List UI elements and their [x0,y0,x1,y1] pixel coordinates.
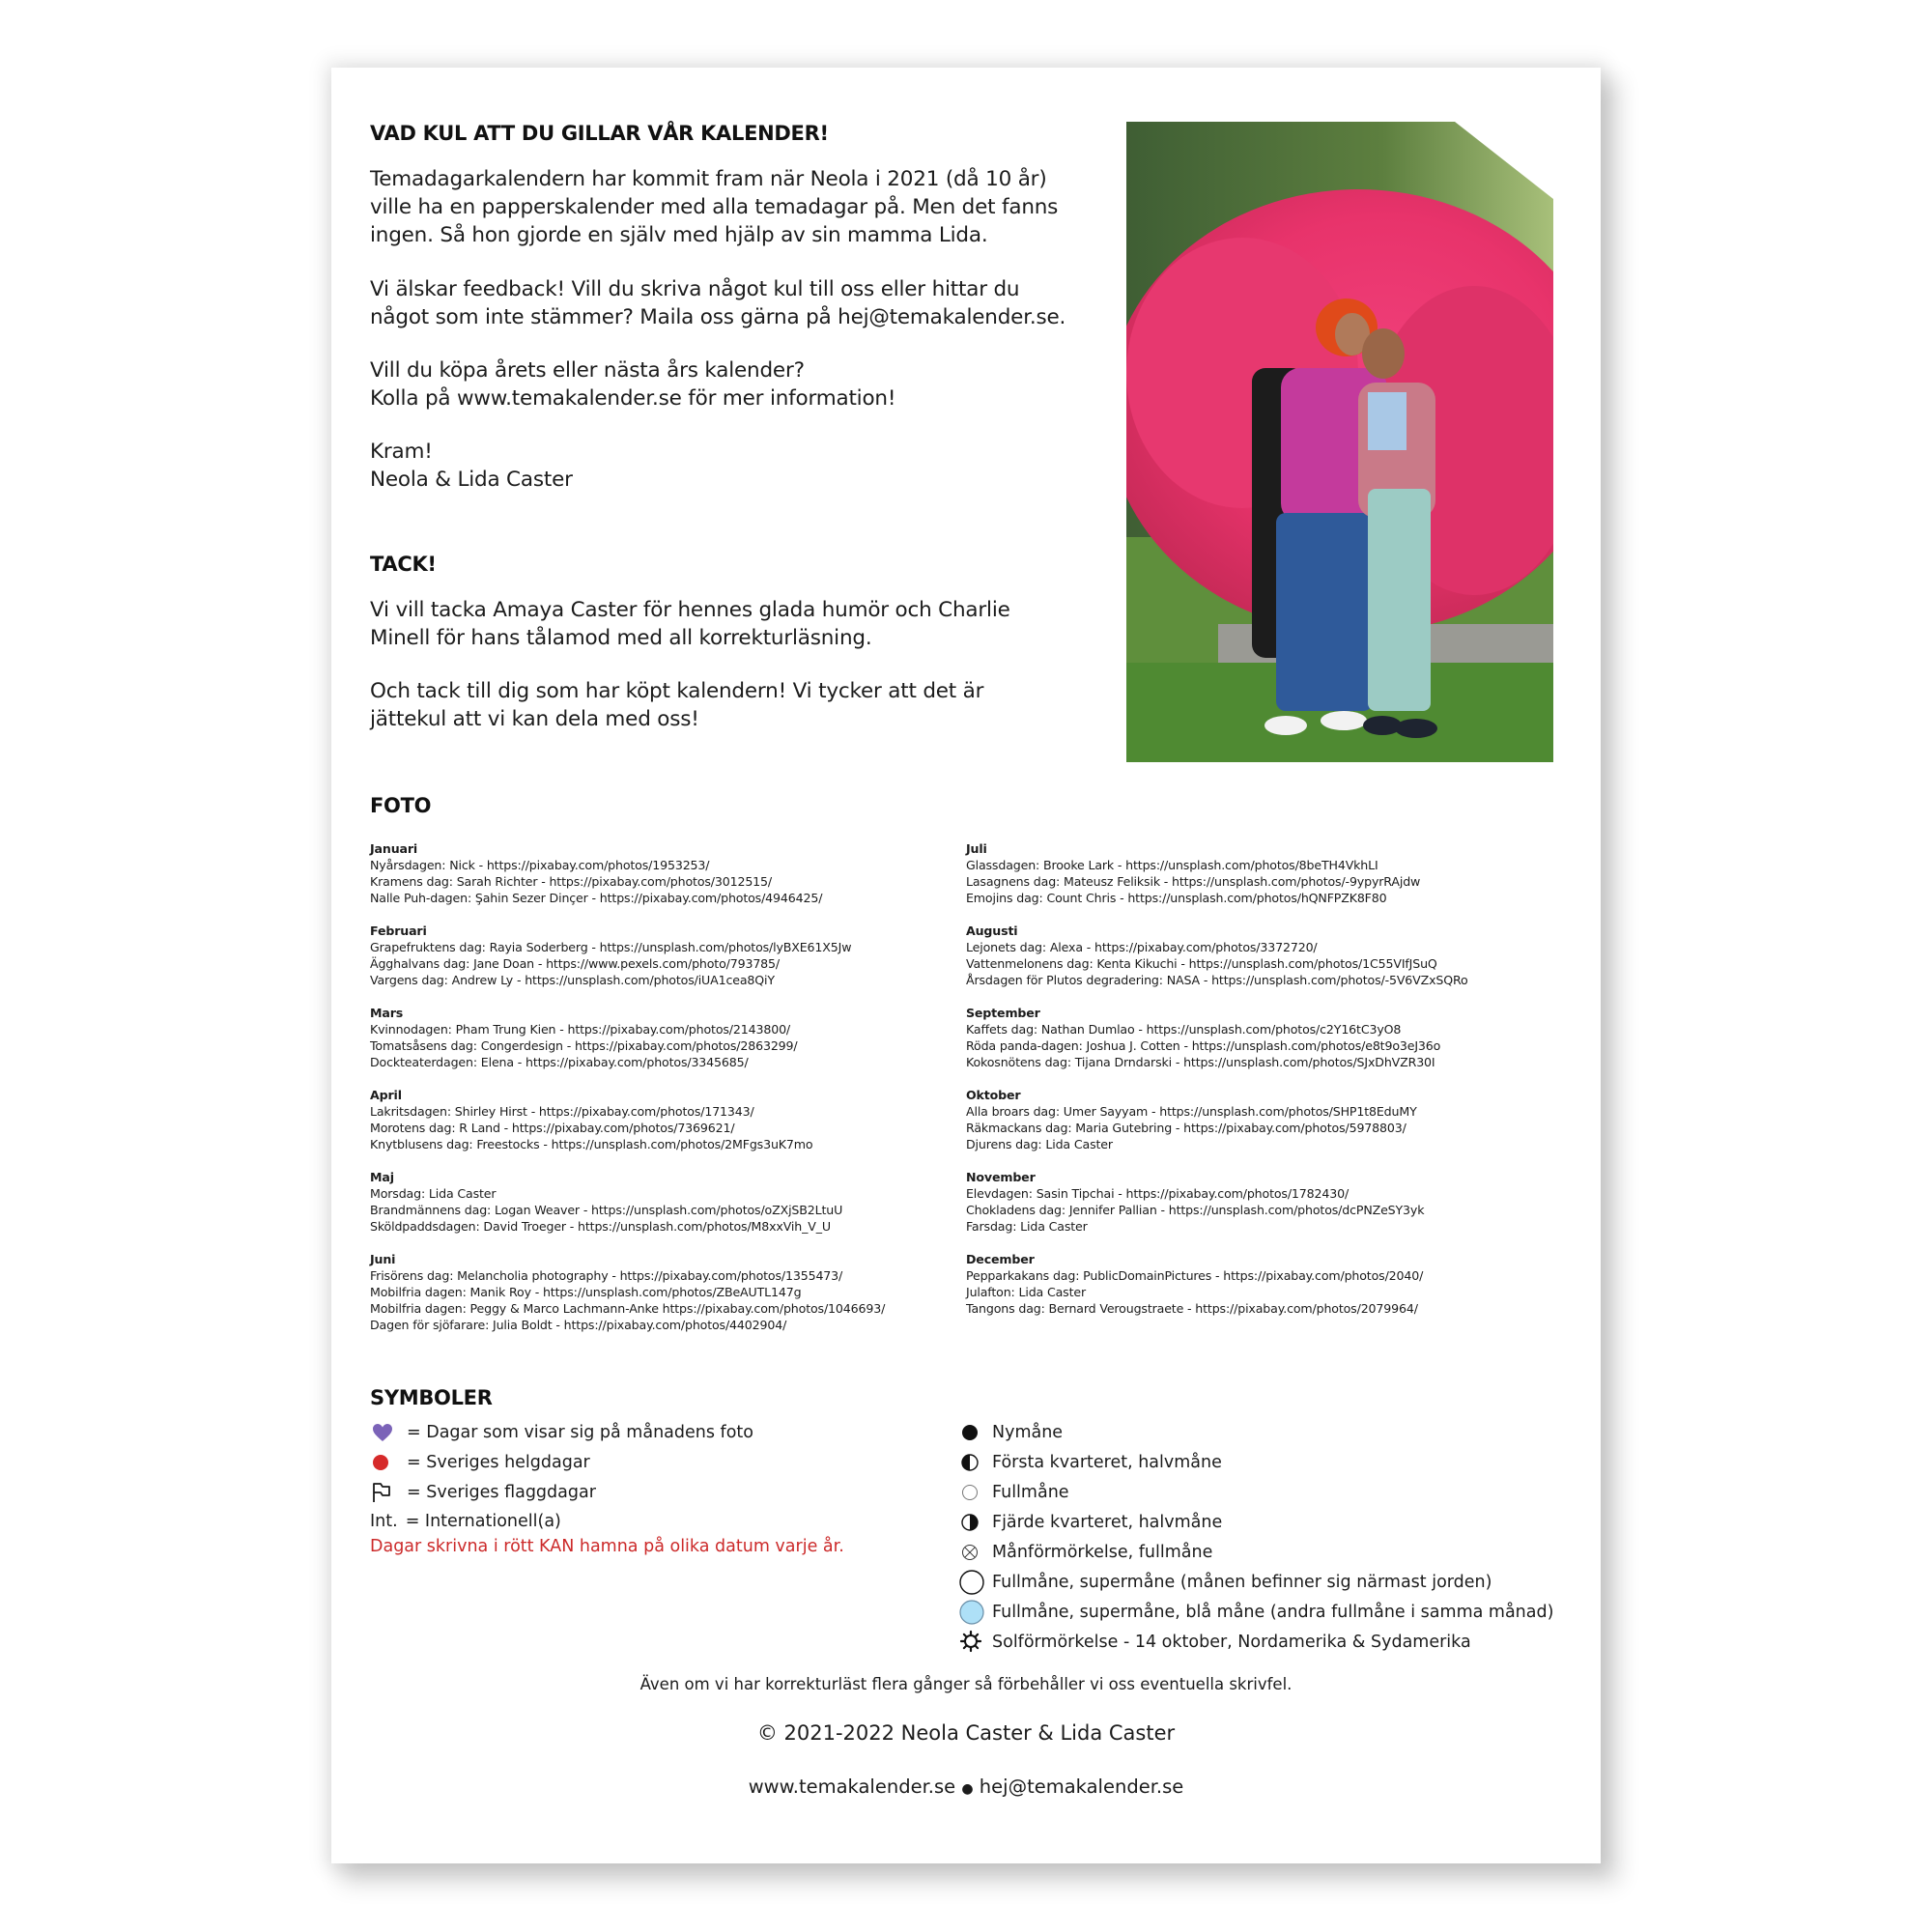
credit-group [370,1169,885,1235]
int-prefix: Int. [370,1512,398,1531]
credit-group [370,1005,885,1070]
credit-line: Röda panda-dagen: Joshua J. Cotten - https://unsplash.com/photos/e8t9o3eJ36o [966,1038,1441,1053]
credit-line: Chokladens dag: Jennifer Pallian - https://unsplash.com/photos/dcPNZeSY3yk [966,1203,1425,1217]
credit-line: Alla broars dag: Umer Sayyam - https://unsplash.com/photos/SHP1t8EduMY [966,1104,1417,1119]
red-note: Dagar skrivna i rött KAN hamna på olika datum varje år. [370,1537,844,1556]
credit-group [966,923,1468,988]
moon-label: Första kvarteret, halvmåne [992,1453,1222,1472]
credit-group [370,923,885,988]
credit-line: Grapefruktens dag: Rayia Soderberg - https://unsplash.com/photos/lyBXE61X5Jw [370,940,852,954]
moon-blue-supermoon [959,1598,1553,1627]
new-moon-icon [959,1418,992,1447]
legend-holiday [370,1452,590,1473]
moon-lunar-eclipse [959,1538,1212,1567]
heart-icon [370,1422,399,1443]
legend-text: = Sveriges flaggdagar [407,1483,596,1502]
photo-illustration [1126,122,1553,762]
moon-label: Solförmörkelse - 14 oktober, Nordamerika & Sydamerika [992,1633,1471,1652]
text-line: Kolla på www.temakalender.se för mer information! [370,386,896,411]
credit-group [966,1005,1468,1070]
family-photo [1126,122,1553,762]
credit-line: Knytblusens dag: Freestocks - https://unsplash.com/photos/2MFgs3uK7mo [370,1137,813,1151]
credit-line: Sköldpaddsdagen: David Troeger - https://unsplash.com/photos/M8xxVih_V_U [370,1219,831,1234]
credit-group [370,1087,885,1152]
month-label: September [966,1006,1040,1020]
credit-group [370,1251,885,1333]
text-line: Temadagarkalendern har kommit fram när Neola i 2021 (då 10 år) [370,167,1047,191]
month-label: Maj [370,1170,394,1184]
credit-line: Dagen för sjöfarare: Julia Boldt - https://pixabay.com/photos/4402904/ [370,1318,787,1332]
credits-right-column [966,840,1468,1333]
intro-title: VAD KUL ATT DU GILLAR VÅR KALENDER! [370,122,829,145]
month-label: Februari [370,923,427,938]
first-quarter-moon-icon [959,1448,992,1477]
month-label: Augusti [966,923,1018,938]
text-line: Vi älskar feedback! Vill du skriva något kul till oss eller hittar du [370,277,1020,301]
legend-text: = Dagar som visar sig på månadens foto [407,1423,753,1442]
website-link[interactable]: www.temakalender.se [748,1776,956,1798]
moon-last-quarter [959,1508,1222,1537]
legend-heart [370,1422,753,1443]
foto-title: FOTO [370,794,432,817]
contact-line [331,1776,1601,1798]
moon-label: Fullmåne [992,1483,1069,1502]
intro-paragraph-3 [370,356,895,412]
moon-supermoon [959,1568,1492,1597]
credit-line: Mobilfria dagen: Peggy & Marco Lachmann-Anke https://pixabay.com/photos/1046693/ [370,1301,886,1316]
credit-line: Tangons dag: Bernard Verougstraete - https://pixabay.com/photos/2079964/ [966,1301,1418,1316]
credit-line: Lejonets dag: Alexa - https://pixabay.com/photos/3372720/ [966,940,1318,954]
credit-line: Djurens dag: Lida Caster [966,1137,1113,1151]
month-label: December [966,1252,1035,1266]
flag-icon [370,1482,399,1503]
credit-line: Farsdag: Lida Caster [966,1219,1088,1234]
credit-line: Elevdagen: Sasin Tipchai - https://pixabay.com/photos/1782430/ [966,1186,1350,1201]
symbols-title: SYMBOLER [370,1386,493,1409]
moon-label: Nymåne [992,1423,1064,1442]
text-line: ville ha en papperskalender med alla temadagar på. Men det fanns [370,195,1059,219]
month-label: November [966,1170,1036,1184]
credit-line: Morsdag: Lida Caster [370,1186,497,1201]
credit-line: Kvinnodagen: Pham Trung Kien - https://pixabay.com/photos/2143800/ [370,1022,791,1037]
email-link[interactable]: hej@temakalender.se [979,1776,1184,1798]
credit-line: Pepparkakans dag: PublicDomainPictures - https://pixabay.com/photos/2040/ [966,1268,1424,1283]
legend-international [370,1512,561,1531]
credit-line: Frisörens dag: Melancholia photography - https://pixabay.com/photos/1355473/ [370,1268,843,1283]
text-line: Neola & Lida Caster [370,468,573,492]
moon-label: Fullmåne, supermåne, blå måne (andra fullmåne i samma månad) [992,1603,1554,1622]
credit-line: Nyårsdagen: Nick - https://pixabay.com/photos/1953253/ [370,858,710,872]
moon-first-quarter [959,1448,1222,1477]
legend-text: = Internationell(a) [405,1512,561,1531]
credit-line: Kaffets dag: Nathan Dumlao - https://unsplash.com/photos/c2Y16tC3yO8 [966,1022,1402,1037]
credit-group [370,840,885,906]
lunar-eclipse-icon [959,1538,992,1567]
moon-new [959,1418,1063,1447]
credit-line: Brandmännens dag: Logan Weaver - https://unsplash.com/photos/oZXjSB2LtuU [370,1203,843,1217]
month-label: Juli [966,841,987,856]
month-label: Juni [370,1252,396,1266]
credit-line: Morotens dag: R Land - https://pixabay.com/photos/7369621/ [370,1121,735,1135]
credit-line: Glassdagen: Brooke Lark - https://unsplash.com/photos/8beTH4VkhLI [966,858,1378,872]
credit-line: Lasagnens dag: Mateusz Feliksik - https://unsplash.com/photos/-9ypyrRAjdw [966,874,1421,889]
month-label: Januari [370,841,418,856]
credit-line: Tomatsåsens dag: Congerdesign - https://pixabay.com/photos/2863299/ [370,1038,798,1053]
full-moon-icon [959,1478,992,1507]
thanks-title: TACK! [370,553,437,576]
text-line: Vi vill tacka Amaya Caster för hennes glada humör och Charlie [370,598,1010,622]
intro-paragraph-2 [370,275,1065,331]
moon-label: Månförmörkelse, fullmåne [992,1543,1213,1562]
supermoon-icon [959,1568,992,1597]
text-line: något som inte stämmer? Maila oss gärna på hej@temakalender.se. [370,305,1066,329]
calendar-page [331,68,1601,1863]
credit-line: Vattenmelonens dag: Kenta Kikuchi - https://unsplash.com/photos/1C55VIfJSuQ [966,956,1437,971]
intro-paragraph-1 [370,165,1058,249]
separator-dot: ● [961,1781,974,1797]
credit-group [966,1087,1468,1152]
credits-left-column [370,840,885,1350]
thanks-paragraph-2 [370,677,983,733]
moon-full [959,1478,1069,1507]
text-line: Kram! [370,440,433,464]
credit-line: Årsdagen för Plutos degradering: NASA - https://unsplash.com/photos/-5V6VZxSQRo [966,973,1468,987]
text-line: Vill du köpa årets eller nästa års kalender? [370,358,805,383]
moon-label: Fjärde kvarteret, halvmåne [992,1513,1223,1532]
last-quarter-moon-icon [959,1508,992,1537]
credit-line: Dockteaterdagen: Elena - https://pixabay.com/photos/3345685/ [370,1055,749,1069]
month-label: April [370,1088,402,1102]
credit-line: Kokosnötens dag: Tijana Drndarski - https://unsplash.com/photos/SJxDhVZR30I [966,1055,1435,1069]
credit-line: Emojins dag: Count Chris - https://unsplash.com/photos/hQNFPZK8F80 [966,891,1387,905]
legend-text: = Sveriges helgdagar [407,1453,590,1472]
signature [370,438,573,494]
credit-line: Räkmackans dag: Maria Gutebring - https://pixabay.com/photos/5978803/ [966,1121,1406,1135]
credit-line: Kramens dag: Sarah Richter - https://pixabay.com/photos/3012515/ [370,874,773,889]
credit-group [966,1251,1468,1317]
credit-group [966,1169,1468,1235]
credit-line: Lakritsdagen: Shirley Hirst - https://pixabay.com/photos/171343/ [370,1104,754,1119]
credit-line: Ägghalvans dag: Jane Doan - https://www.pexels.com/photo/793785/ [370,956,780,971]
solar-eclipse-icon [959,1628,992,1657]
legend-flag [370,1482,596,1503]
month-label: Mars [370,1006,404,1020]
thanks-paragraph-1 [370,596,1010,652]
copyright: © 2021-2022 Neola Caster & Lida Caster [756,1721,1176,1745]
disclaimer: Även om vi har korrekturläst flera gånger så förbehåller vi oss eventuella skrivfel. [639,1675,1293,1693]
red-dot-icon [370,1452,399,1473]
credit-line: Julafton: Lida Caster [966,1285,1087,1299]
moon-label: Fullmåne, supermåne (månen befinner sig närmast jorden) [992,1573,1492,1592]
text-line: Och tack till dig som har köpt kalendern! Vi tycker att det är [370,679,984,703]
text-line: Minell för hans tålamod med all korrekturläsning. [370,626,872,650]
credit-line: Vargens dag: Andrew Ly - https://unsplash.com/photos/iUA1cea8QiY [370,973,775,987]
blue-supermoon-icon [959,1598,992,1627]
credit-group [966,840,1468,906]
credit-line: Nalle Puh-dagen: Şahin Sezer Dinçer - https://pixabay.com/photos/4946425/ [370,891,823,905]
text-line: ingen. Så hon gjorde en själv med hjälp av sin mamma Lida. [370,223,988,247]
credit-line: Mobilfria dagen: Manik Roy - https://unsplash.com/photos/ZBeAUTL147g [370,1285,802,1299]
month-label: Oktober [966,1088,1021,1102]
moon-solar-eclipse [959,1628,1471,1657]
text-line: jättekul att vi kan dela med oss! [370,707,699,731]
